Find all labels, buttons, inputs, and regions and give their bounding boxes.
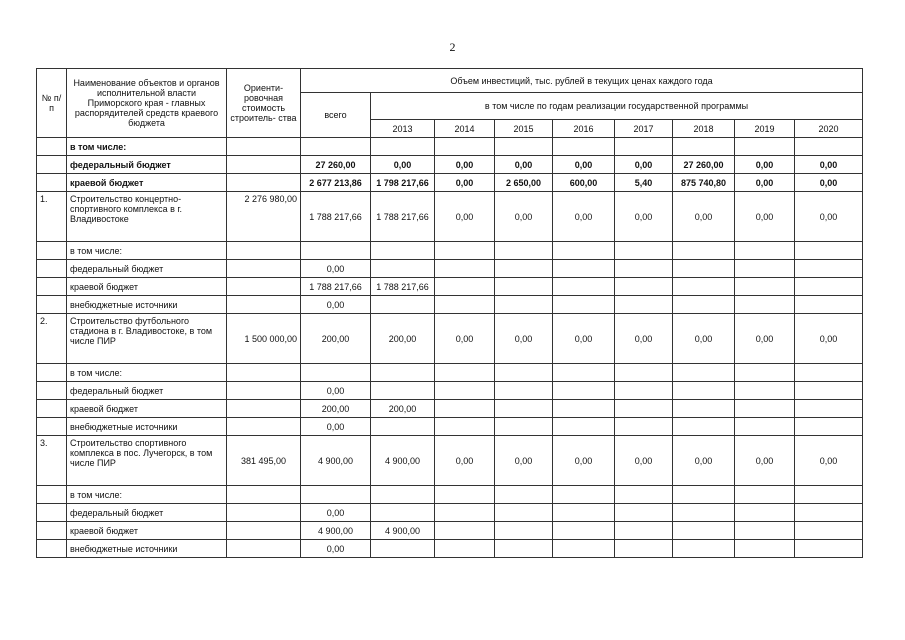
table-row — [37, 418, 863, 436]
sub-row-label: краевой бюджет — [67, 522, 227, 540]
object-year-value: 1 788 217,66 — [371, 192, 435, 242]
header-year: 2017 — [615, 120, 673, 138]
table-row — [37, 296, 863, 314]
table-header — [37, 69, 863, 138]
sub-row-label: федеральный бюджет — [67, 504, 227, 522]
table-row — [37, 504, 863, 522]
sub-row-label: внебюджетные источники — [67, 540, 227, 558]
object-year-value: 0,00 — [795, 436, 863, 486]
table-row — [37, 486, 863, 504]
summary-year-value: 0,00 — [495, 156, 553, 174]
sub-row-label: федеральный бюджет — [67, 260, 227, 278]
object-incl-label: в том числе: — [67, 486, 227, 504]
summary-year-value: 27 260,00 — [673, 156, 735, 174]
object-year-value: 4 900,00 — [371, 436, 435, 486]
table-row — [37, 382, 863, 400]
table-row — [37, 242, 863, 260]
object-cost: 381 495,00 — [227, 436, 301, 486]
sub-year-2013: 1 788 217,66 — [371, 278, 435, 296]
summary-year-value: 0,00 — [735, 156, 795, 174]
summary-year-value: 2 650,00 — [495, 174, 553, 192]
summary-total: 27 260,00 — [301, 156, 371, 174]
page-number: 2 — [449, 40, 456, 54]
sub-row-label: внебюджетные источники — [67, 296, 227, 314]
object-year-value: 0,00 — [435, 436, 495, 486]
header-year: 2013 — [371, 120, 435, 138]
sub-year-2013 — [371, 382, 435, 400]
object-year-value: 0,00 — [495, 436, 553, 486]
table-row — [37, 364, 863, 382]
object-total: 4 900,00 — [301, 436, 371, 486]
header-years-group: в том числе по годам реализации государственной программы — [371, 93, 863, 120]
summary-year-value: 875 740,80 — [673, 174, 735, 192]
summary-year-value: 1 798 217,66 — [371, 174, 435, 192]
object-year-value: 0,00 — [435, 192, 495, 242]
object-year-value: 0,00 — [673, 436, 735, 486]
object-year-value: 0,00 — [615, 436, 673, 486]
sub-row-label: федеральный бюджет — [67, 382, 227, 400]
table-row — [37, 156, 863, 174]
object-year-value: 0,00 — [495, 314, 553, 364]
object-year-value: 0,00 — [795, 314, 863, 364]
object-name: Строительство спортивного комплекса в пос. Лучегорск, в том числе ПИР — [67, 436, 227, 486]
header-num: № п/п — [37, 69, 67, 138]
sub-year-2013: 4 900,00 — [371, 522, 435, 540]
header-cost: Ориенти- ровочная стоимость строитель- ства — [227, 69, 301, 138]
object-year-value: 200,00 — [371, 314, 435, 364]
summary-incl-label: в том числе: — [67, 138, 227, 156]
sub-total: 0,00 — [301, 382, 371, 400]
sub-year-2013 — [371, 296, 435, 314]
sub-total: 0,00 — [301, 418, 371, 436]
summary-year-value: 0,00 — [735, 174, 795, 192]
sub-total: 0,00 — [301, 260, 371, 278]
sub-row-label: внебюджетные источники — [67, 418, 227, 436]
summary-total: 2 677 213,86 — [301, 174, 371, 192]
object-year-value: 0,00 — [615, 314, 673, 364]
object-year-value: 0,00 — [495, 192, 553, 242]
table-row — [37, 138, 863, 156]
object-year-value: 0,00 — [735, 436, 795, 486]
table-row — [37, 436, 863, 486]
object-total: 200,00 — [301, 314, 371, 364]
object-year-value: 0,00 — [615, 192, 673, 242]
header-year: 2019 — [735, 120, 795, 138]
investment-table — [36, 68, 863, 558]
summary-row-label: федеральный бюджет — [67, 156, 227, 174]
object-year-value: 0,00 — [735, 314, 795, 364]
header-year: 2014 — [435, 120, 495, 138]
header-year: 2020 — [795, 120, 863, 138]
object-year-value: 0,00 — [553, 436, 615, 486]
header-total: всего — [301, 93, 371, 138]
summary-year-value: 0,00 — [435, 156, 495, 174]
object-year-value: 0,00 — [735, 192, 795, 242]
sub-total: 4 900,00 — [301, 522, 371, 540]
object-num: 3. — [37, 436, 67, 486]
sub-row-label: краевой бюджет — [67, 400, 227, 418]
summary-year-value: 5,40 — [615, 174, 673, 192]
sub-total: 0,00 — [301, 540, 371, 558]
summary-year-value: 0,00 — [795, 156, 863, 174]
sub-total: 0,00 — [301, 504, 371, 522]
sub-total: 0,00 — [301, 296, 371, 314]
table-row — [37, 314, 863, 364]
table-row — [37, 260, 863, 278]
summary-year-value: 0,00 — [615, 156, 673, 174]
table-row — [37, 522, 863, 540]
object-year-value: 0,00 — [673, 314, 735, 364]
object-cost: 2 276 980,00 — [227, 192, 301, 242]
object-year-value: 0,00 — [435, 314, 495, 364]
header-name: Наименование объектов и органов исполнительной власти Приморского края - главных распорядителей средств краевого бюджета — [67, 69, 227, 138]
object-cost: 1 500 000,00 — [227, 314, 301, 364]
summary-year-value: 0,00 — [435, 174, 495, 192]
object-year-value: 0,00 — [673, 192, 735, 242]
sub-total: 200,00 — [301, 400, 371, 418]
summary-row-label: краевой бюджет — [67, 174, 227, 192]
sub-year-2013 — [371, 260, 435, 278]
object-name: Строительство футбольного стадиона в г. Владивостоке, в том числе ПИР — [67, 314, 227, 364]
object-total: 1 788 217,66 — [301, 192, 371, 242]
summary-year-value: 0,00 — [553, 156, 615, 174]
object-incl-label: в том числе: — [67, 242, 227, 260]
object-name: Строительство концертно- спортивного комплекса в г. Владивостоке — [67, 192, 227, 242]
sub-year-2013 — [371, 504, 435, 522]
table-row — [37, 174, 863, 192]
header-year: 2018 — [673, 120, 735, 138]
sub-year-2013 — [371, 418, 435, 436]
summary-year-value: 0,00 — [795, 174, 863, 192]
summary-year-value: 600,00 — [553, 174, 615, 192]
object-year-value: 0,00 — [553, 314, 615, 364]
object-incl-label: в том числе: — [67, 364, 227, 382]
header-year: 2016 — [553, 120, 615, 138]
object-year-value: 0,00 — [795, 192, 863, 242]
header-year: 2015 — [495, 120, 553, 138]
table-row — [37, 400, 863, 418]
sub-total: 1 788 217,66 — [301, 278, 371, 296]
table-row — [37, 540, 863, 558]
table-row — [37, 278, 863, 296]
sub-row-label: краевой бюджет — [67, 278, 227, 296]
object-num: 2. — [37, 314, 67, 364]
sub-year-2013: 200,00 — [371, 400, 435, 418]
header-invest: Объем инвестиций, тыс. рублей в текущих ценах каждого года — [301, 69, 863, 93]
table-row — [37, 192, 863, 242]
sub-year-2013 — [371, 540, 435, 558]
object-year-value: 0,00 — [553, 192, 615, 242]
summary-year-value: 0,00 — [371, 156, 435, 174]
object-num: 1. — [37, 192, 67, 242]
